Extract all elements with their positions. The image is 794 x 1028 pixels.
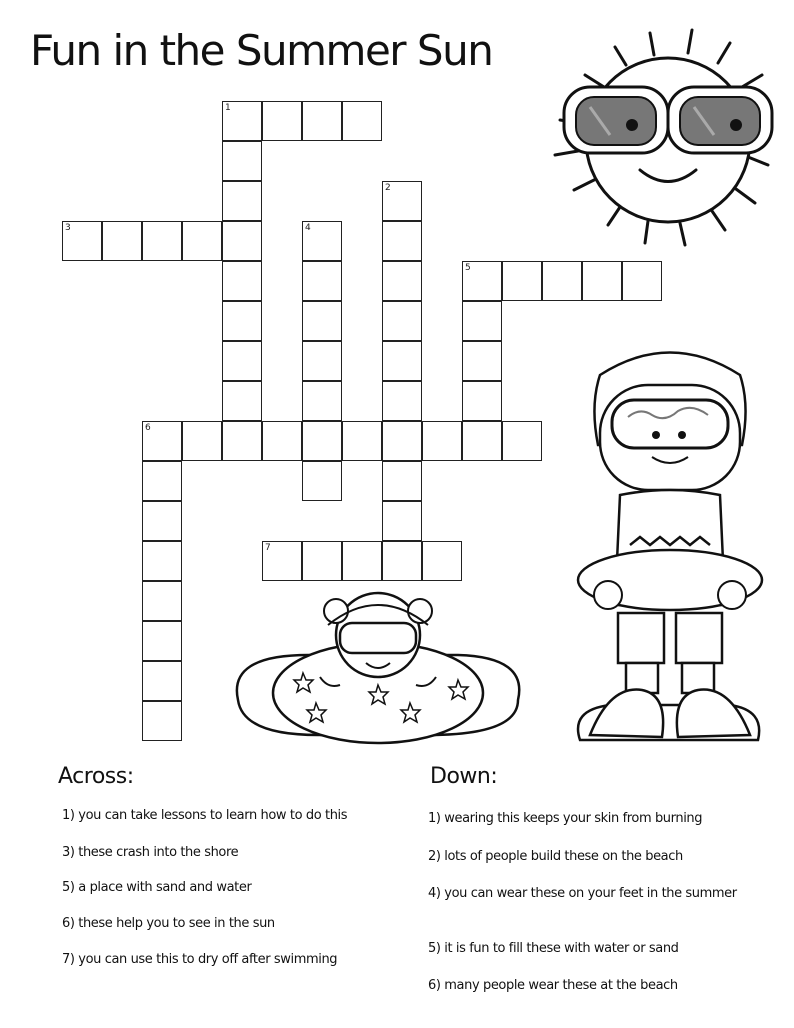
down-clue: 4) you can wear these on your feet in the summer: [428, 886, 737, 901]
crossword-cell[interactable]: [142, 581, 182, 621]
crossword-cell[interactable]: [142, 701, 182, 741]
crossword-cell[interactable]: [142, 661, 182, 701]
crossword-cell[interactable]: [262, 421, 302, 461]
crossword-cell[interactable]: [102, 221, 142, 261]
crossword-cell[interactable]: [262, 101, 302, 141]
across-clue: 1) you can take lessons to learn how to do this: [62, 808, 348, 823]
crossword-cell[interactable]: [382, 301, 422, 341]
clue-number: 7: [265, 543, 271, 553]
crossword-cell[interactable]: [142, 501, 182, 541]
crossword-cell[interactable]: [382, 381, 422, 421]
clue-number: 6: [145, 423, 151, 433]
crossword-cell[interactable]: [622, 261, 662, 301]
crossword-cell[interactable]: [422, 541, 462, 581]
crossword-cell[interactable]: [302, 341, 342, 381]
crossword-cell[interactable]: [382, 261, 422, 301]
crossword-cell[interactable]: [502, 261, 542, 301]
crossword-cell[interactable]: [222, 181, 262, 221]
crossword-cell[interactable]: [182, 421, 222, 461]
across-clue: 5) a place with sand and water: [62, 880, 252, 895]
child-in-float-illustration: [228, 585, 528, 750]
crossword-cell[interactable]: [222, 421, 262, 461]
clue-number: 4: [305, 223, 311, 233]
crossword-cell[interactable]: [302, 301, 342, 341]
crossword-cell[interactable]: [302, 261, 342, 301]
crossword-cell[interactable]: [302, 101, 342, 141]
crossword-cell[interactable]: [382, 501, 422, 541]
crossword-cell[interactable]: [222, 261, 262, 301]
crossword-cell[interactable]: [582, 261, 622, 301]
crossword-cell[interactable]: [422, 421, 462, 461]
crossword-cell[interactable]: [342, 101, 382, 141]
crossword-cell[interactable]: [222, 341, 262, 381]
crossword-cell[interactable]: [222, 221, 262, 261]
crossword-cell[interactable]: [462, 421, 502, 461]
crossword-cell[interactable]: [182, 221, 222, 261]
crossword-cell[interactable]: [142, 221, 182, 261]
crossword-cell[interactable]: [342, 421, 382, 461]
crossword-cell[interactable]: [342, 541, 382, 581]
sun-icon: [540, 25, 790, 255]
down-clue: 5) it is fun to fill these with water or sand: [428, 941, 679, 956]
crossword-cell[interactable]: [302, 541, 342, 581]
down-clue: 1) wearing this keeps your skin from burning: [428, 811, 703, 826]
clue-number: 2: [385, 183, 391, 193]
crossword-cell[interactable]: [382, 341, 422, 381]
crossword-cell[interactable]: [382, 221, 422, 261]
crossword-cell[interactable]: [142, 541, 182, 581]
crossword-cell[interactable]: [542, 261, 582, 301]
crossword-cell[interactable]: [222, 141, 262, 181]
down-clue: 2) lots of people build these on the beach: [428, 849, 683, 864]
crossword-cell[interactable]: [462, 341, 502, 381]
across-heading: Across:: [58, 764, 134, 789]
crossword-cell[interactable]: [382, 541, 422, 581]
crossword-cell[interactable]: [462, 381, 502, 421]
down-heading: Down:: [430, 764, 498, 789]
across-clue: 3) these crash into the shore: [62, 845, 239, 860]
crossword-cell[interactable]: [502, 421, 542, 461]
across-clue: 7) you can use this to dry off after swimming: [62, 952, 338, 967]
across-clue: 6) these help you to see in the sun: [62, 916, 275, 931]
down-clue: 6) many people wear these at the beach: [428, 978, 678, 993]
clue-number: 3: [65, 223, 71, 233]
clue-number: 1: [225, 103, 231, 113]
page-title: Fun in the Summer Sun: [30, 26, 493, 75]
clue-number: 5: [465, 263, 471, 273]
crossword-cell[interactable]: [142, 621, 182, 661]
crossword-cell[interactable]: [222, 301, 262, 341]
crossword-cell[interactable]: [302, 421, 342, 461]
crossword-cell[interactable]: [382, 421, 422, 461]
crossword-cell[interactable]: [462, 301, 502, 341]
crossword-cell[interactable]: [142, 461, 182, 501]
crossword-cell[interactable]: [302, 461, 342, 501]
crossword-cell[interactable]: [382, 461, 422, 501]
crossword-cell[interactable]: [302, 381, 342, 421]
boy-with-goggles-illustration: [570, 345, 770, 745]
crossword-cell[interactable]: [222, 381, 262, 421]
